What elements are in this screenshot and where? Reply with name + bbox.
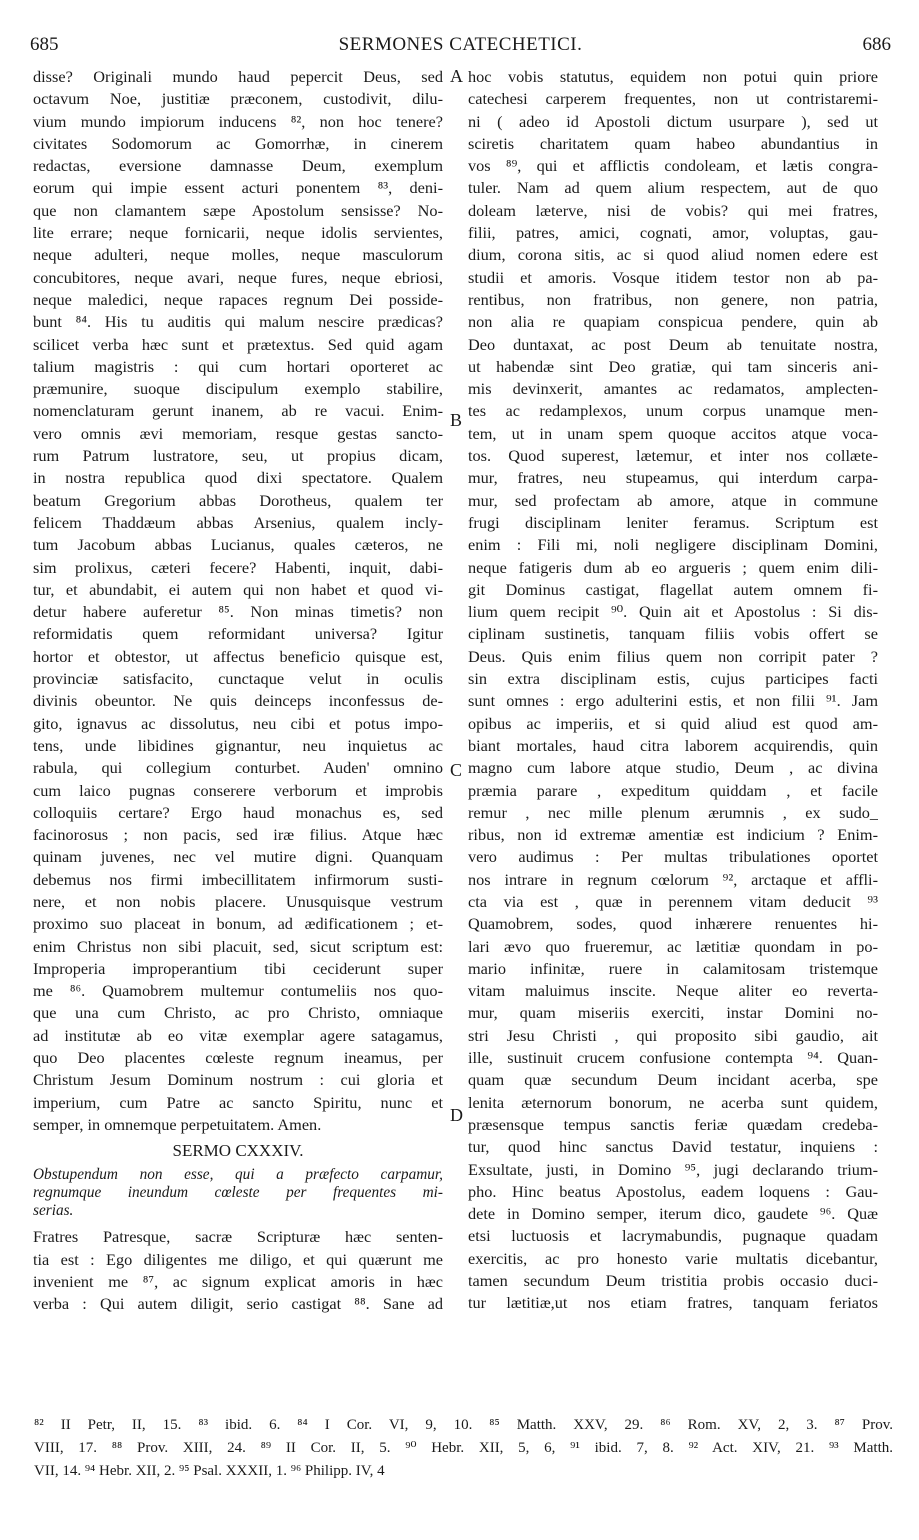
page-header	[30, 34, 891, 64]
text-line: dete in Domino semper, iterum dico, gaudete ⁹⁶. Quæ	[468, 1204, 878, 1224]
text-line: Quamobrem, sodes, quod inhærere renuentes hi-	[468, 914, 878, 934]
text-line: detur habere auferetur ⁸⁵. Non minas timetis? non	[33, 602, 443, 622]
text-line: quam quæ secundum Deum incidant acerba, spe	[468, 1070, 878, 1090]
text-line: ni ( adeo id Apostoli dictum usurpare ), sed ut	[468, 111, 878, 131]
text-line: ciplinam sustinetis, tanquam filiis vobis offert se	[468, 624, 878, 644]
text-line: frugi disciplinam leniter feramus. Scriptum est	[468, 512, 878, 532]
text-line: enim : Fili mi, noli negligere disciplinam Domini,	[468, 535, 878, 555]
text-line: lari ævo quo frueremur, ac lætitiæ quondam in po-	[468, 936, 878, 956]
text-line: neque maledici, neque rapaces regnum Dei posside-	[33, 289, 443, 309]
text-line: que non clamantem sæpe Apostolum sensisse? No-	[33, 200, 443, 220]
text-line: nos intrare in regnum cœlorum ⁹², arctaque et affli-	[468, 869, 878, 889]
text-line: mur, sed profectam ab amore, atque in commune	[468, 490, 878, 510]
margin-marker-a: A	[450, 66, 463, 86]
text-line: opibus ac imperiis, et si quid aliud est quod am-	[468, 713, 878, 733]
text-line: serias.	[33, 1202, 74, 1220]
text-line: doleam læterve, nisi de vobis? qui mei fratres,	[468, 200, 878, 220]
text-line: Obstupendum non esse, qui a præfecto carpamur,	[33, 1166, 443, 1184]
text-line: hortor et obtestor, ut affectus beneficio quisque est,	[33, 646, 443, 666]
text-line: colloquiis certare? Ergo haud monachus es, sed	[33, 802, 443, 822]
margin-marker-d: D	[450, 1105, 463, 1125]
text-line: etsi luctuosis et lacrymabundis, pugnaque quadam	[468, 1226, 878, 1246]
text-line: stri Jesu Christi , qui proposito sibi gaudio, ait	[468, 1025, 878, 1045]
text-line: proximo suo placeat in bonum, ad ædificationem ; et-	[33, 914, 443, 934]
text-line: facinorosus ; non pacis, sed iræ filius. Atque hæc	[33, 825, 443, 845]
right-column	[468, 66, 878, 1315]
text-line: mis devinxerit, amantes ac redamatos, amplecten-	[468, 379, 878, 399]
text-line: non alia re quapiam conspicua pendere, quin ab	[468, 312, 878, 332]
text-line: neque fatigeris dum ab eo argueris ; quem enim dili-	[468, 557, 878, 577]
text-line: rum Patrum lustratore, seu, ut propius dicam,	[33, 446, 443, 466]
text-line: tur, quod hinc sanctus David testatur, inquiens :	[468, 1137, 878, 1157]
text-line: enim Christus non sibi placuit, sed, sicut scriptum est:	[33, 936, 443, 956]
text-line: sim prolixus, cæteri fecere? Habenti, inquit, dabi-	[33, 557, 443, 577]
text-line: divinis obeuntor. Ne quis deinceps inconfessus de-	[33, 691, 443, 711]
text-line: tur, et abundabit, ei autem qui non habet et quod vi-	[33, 579, 443, 599]
text-line: catechesi carperem frequentes, non ut contristaremi-	[468, 89, 878, 109]
text-line: mario infinitæ, ruere in calamitosam tristemque	[468, 958, 878, 978]
text-line: eorum qui impie essent acturi ponentem ⁸³, deni-	[33, 178, 443, 198]
text-line: semper, in omnemque perpetuitatem. Amen.	[33, 1114, 322, 1134]
text-line: Fratres Patresque, sacræ Scripturæ hæc senten-	[33, 1227, 443, 1247]
text-line: beatum Gregorium abbas Dorotheus, qualem ter	[33, 490, 443, 510]
sermon-argument	[33, 1166, 443, 1220]
text-line: tens, unde libidines gignantur, neu inquietus ac	[33, 735, 443, 755]
text-line: sin extra disciplinam estis, cujus participes facti	[468, 669, 878, 689]
text-line: præsensque tempus sanctis feriæ quædam credeba-	[468, 1114, 878, 1134]
text-line: remur , nec mille plenum ærumnis , ex sudo_	[468, 802, 878, 822]
text-line: nomenclaturam gerunt inanem, ab re vacui. Enim-	[33, 401, 443, 421]
text-line: ille, sustinuit crucem confusione contempta ⁹⁴. Quan-	[468, 1048, 878, 1068]
text-line: felicem Thaddæum abbas Arsenius, qualem incly-	[33, 512, 443, 532]
text-line: exercitis, ac pro honesto varie multatis dicebantur,	[468, 1248, 878, 1268]
text-line: mur, quam miseriis exerciti, instar Domini no-	[468, 1003, 878, 1023]
text-line: rentibus, non fratribus, non genere, non patria,	[468, 289, 878, 309]
left-column	[33, 66, 443, 1315]
text-line: vos ⁸⁹, qui et afflictis condoleam, et lætis congra-	[468, 156, 878, 176]
margin-marker-b: B	[450, 410, 463, 430]
text-line: Exsultate, justi, in Domino ⁹⁵, jugi declarando trium-	[468, 1159, 878, 1179]
text-line: ⁸² II Petr, II, 15. ⁸³ ibid. 6. ⁸⁴ I Cor. VI, 9, 10. ⁸⁵ Matth. XXV, 29. ⁸⁶ Rom. XV, 2, 3. ⁸⁷ Prov.	[34, 1417, 893, 1433]
text-line: pho. Hinc beatus Apostolus, eadem loquens : Gau-	[468, 1181, 878, 1201]
text-line: Christum Jesum Dominum nostrum : cui gloria et	[33, 1070, 443, 1090]
text-line: Deo duntaxat, ac post Deum ab tenuitate nostra,	[468, 334, 878, 354]
text-line: gito, ignavus ac dissolutus, neu cibi et potus impo-	[33, 713, 443, 733]
text-line: provinciæ satisfacito, cunctaque velut in oculis	[33, 669, 443, 689]
text-line: VII, 14. ⁹⁴ Hebr. XII, 2. ⁹⁵ Psal. XXXII, 1. ⁹⁶ Philipp. IV, 4	[34, 1463, 385, 1479]
sermon-body	[33, 1226, 443, 1315]
footnotes	[34, 1414, 893, 1483]
text-line: talium magistris : qui cum hortari oporteret ac	[33, 356, 443, 376]
text-line: neque adulteri, neque molles, neque masculorum	[33, 245, 443, 265]
text-line: nere, et non nobis placere. Unusquisque vestrum	[33, 891, 443, 911]
text-line: Deus. Quis enim filius quem non corripit pater ?	[468, 646, 878, 666]
text-line: tur lætitiæ,ut nos etiam fratres, tanquam feriatos	[468, 1293, 878, 1313]
text-line: que una cum Christo, ac pro Christo, omniaque	[33, 1003, 443, 1023]
text-line: præmia parare , expeditum quiddam , et facile	[468, 780, 878, 800]
text-line: rabula, qui collegium conturbet. Auden' omnino	[33, 758, 443, 778]
text-line: cum laico pugnas conserere verborum et improbis	[33, 780, 443, 800]
text-line: tia est : Ego diligentes me diligo, et qui quærunt me	[33, 1249, 443, 1269]
text-line: biant mortales, haud citra laborem acquirendis, quin	[468, 735, 878, 755]
text-line: reformidatis quem reformidant universa? Igitur	[33, 624, 443, 644]
text-line: git Dominus castigat, flagellat autem omnem fi-	[468, 579, 878, 599]
sermon-title: SERMO CXXXIV.	[172, 1141, 304, 1161]
text-line: tos. Quod superest, lætemur, et inter nos collæte-	[468, 446, 878, 466]
text-line: tamen secundum Deum tristitia probis occasio duci-	[468, 1271, 878, 1291]
text-line: magno cum labore atque studio, Deum , ac divina	[468, 758, 878, 778]
text-line: tem, ut in unam spem quoque accitos atque voca-	[468, 423, 878, 443]
text-line: sciretis charitatem quam habeo abundantius in	[468, 133, 878, 153]
text-line: mur, fratres, neu stupeamus, qui interdum carpa-	[468, 468, 878, 488]
text-line: dium, corona sitis, ac si quod aliud nomen edere est	[468, 245, 878, 265]
text-line: filii, patres, amici, cognati, amor, voluptas, gau-	[468, 223, 878, 243]
text-line: vitam maluimus inscite. Neque aliter eo reverta-	[468, 981, 878, 1001]
text-line: disse? Originali mundo haud pepercit Deus, sed	[33, 67, 443, 86]
text-line: tuler. Nam ad quem alium respectem, aut de quo	[468, 178, 878, 198]
text-line: civitates Sodomorum ac Gomorrhæ, in cinerem	[33, 133, 443, 153]
text-line: vero omnis ævi memoriam, resque gestas sancto-	[33, 423, 443, 443]
text-line: ad institutæ ab eo vitæ exemplar agere satagamus,	[33, 1025, 443, 1045]
text-line: octavum Noe, justitiæ præconem, custodivit, dilu-	[33, 89, 443, 109]
text-line: in nostra republica quod dixi spectatore. Qualem	[33, 468, 443, 488]
page-number-left: 685	[30, 34, 59, 55]
text-line: VIII, 17. ⁸⁸ Prov. XIII, 24. ⁸⁹ II Cor. II, 5. ⁹⁰ Hebr. XII, 5, 6, ⁹¹ ibid. 7, 8. ⁹² Act. XIV, 21. ⁹³ Matth.	[34, 1440, 893, 1456]
text-line: invenient me ⁸⁷, ac signum explicat amoris in hæc	[33, 1271, 443, 1291]
text-line: hoc vobis statutus, equidem non potui quin priore	[468, 67, 878, 86]
text-line: lium quem recipit ⁹⁰. Quin ait et Apostolus : Si dis-	[468, 602, 878, 622]
text-line: debemus nos firmi imbecillitatem infirmorum susti-	[33, 869, 443, 889]
text-line: ribus, non id extremæ amentiæ est indicium ? Enim-	[468, 825, 878, 845]
text-line: imperium, cum Patre ac sancto Spiritu, nunc et	[33, 1092, 443, 1112]
text-line: me ⁸⁶. Quamobrem multemur contumeliis nos quo-	[33, 981, 443, 1001]
text-line: lenita æternorum bonorum, ne acerba sunt quidem,	[468, 1092, 878, 1112]
text-line: verba : Qui autem diligit, serio castigat ⁸⁸. Sane ad	[33, 1294, 443, 1314]
text-line: Improperia improperantium tibi ceciderunt super	[33, 958, 443, 978]
text-line: vium mundo impiorum inducens ⁸², non hoc tenere?	[33, 111, 443, 131]
text-line: bunt ⁸⁴. His tu auditis qui malum nescire prædicas?	[33, 312, 443, 332]
text-line: ut habendæ sint Deo gratiæ, qui tam sinceris ani-	[468, 356, 878, 376]
text-line: regnumque ineundum cœleste per frequentes mi-	[33, 1184, 443, 1202]
running-title: SERMONES CATECHETICI.	[338, 34, 583, 55]
text-line: sunt omnes : ergo adulterini estis, et non filii ⁹¹. Jam	[468, 691, 878, 711]
text-line: præmunire, suoque discipulum exemplo stabilire,	[33, 379, 443, 399]
text-line: studii et amoris. Vosque itidem testor non ab pa-	[468, 267, 878, 287]
text-line: cta via est , quæ in perennem vitam deducit ⁹³	[468, 891, 878, 911]
text-line: quo Deo placentes cœleste regnum ineamus, per	[33, 1048, 443, 1068]
text-line: lite errare; neque fornicarii, neque idolis servientes,	[33, 223, 443, 243]
text-line: tes ac redamplexos, unum corpus unamque men-	[468, 401, 878, 421]
page-number-right: 686	[862, 34, 891, 55]
text-line: redactas, eversione damnasse Deum, exemplum	[33, 156, 443, 176]
text-line: quinam juvenes, nec vel mutire digni. Quanquam	[33, 847, 443, 867]
text-line: vero audimus : Per multas tribulationes oportet	[468, 847, 878, 867]
text-line: concubitores, neque avari, neque fures, neque ebriosi,	[33, 267, 443, 287]
text-line: tum Jacobum abbas Lucianus, quales cæteros, ne	[33, 535, 443, 555]
margin-marker-c: C	[450, 760, 463, 780]
text-line: scilicet verba hæc sunt et prætextus. Sed quid agam	[33, 334, 443, 354]
